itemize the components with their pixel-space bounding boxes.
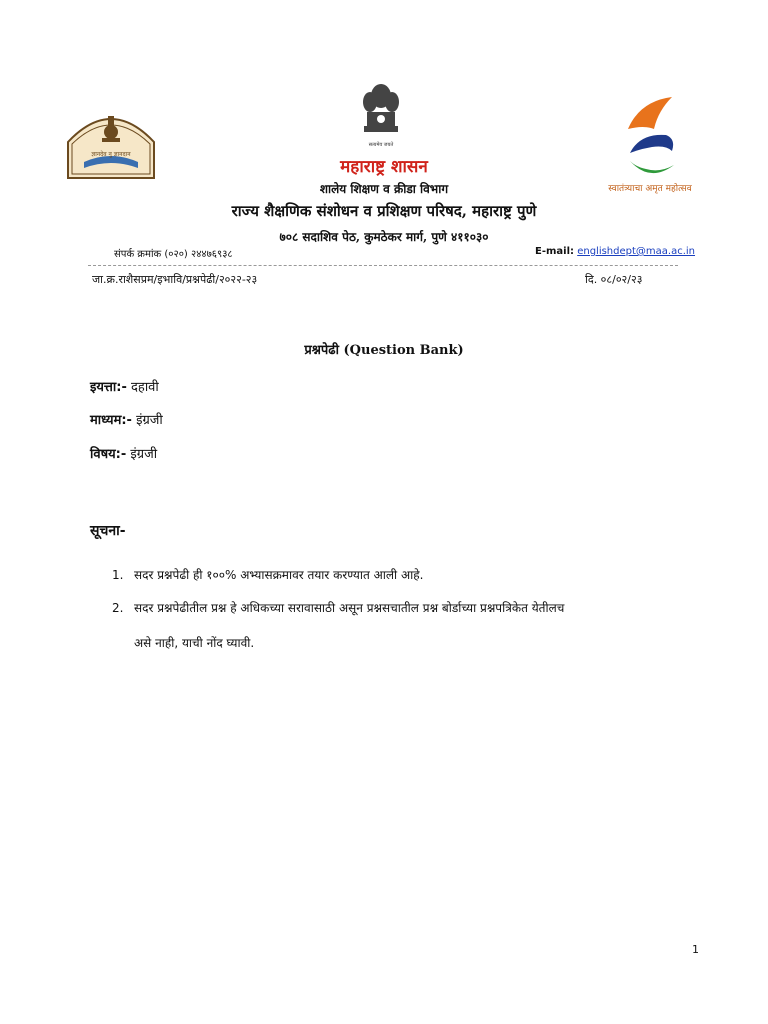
email-label: E-mail: xyxy=(535,246,575,257)
document-title: प्रश्नपेढी (Question Bank) xyxy=(304,343,464,358)
notice-text: सदर प्रश्नपेढीतील प्रश्न हे अधिकच्या सरावासाठी असून प्रश्नसचातील प्रश्न बोर्डाच्या प्रश्नपत्रिकेत येतीलच xyxy=(134,601,565,615)
field-label: माध्यम:- xyxy=(90,413,132,428)
national-emblem-icon xyxy=(355,82,407,150)
field-value: इंग्रजी xyxy=(131,413,163,428)
notice-item xyxy=(112,597,712,619)
header-divider xyxy=(88,265,678,266)
notice-heading: सूचना- xyxy=(90,523,126,539)
seal-text: ज्ञानदेव नु ज्ञानदान xyxy=(91,151,131,158)
page-number: 1 xyxy=(692,943,699,956)
field-standard xyxy=(90,377,159,395)
department-name: शालेय शिक्षण व क्रीडा विभाग xyxy=(319,182,449,196)
contact-phone: संपर्क क्रमांक (०२०) २४४७६९३८ xyxy=(114,249,233,260)
notice-number: 1. xyxy=(112,568,124,582)
emblem-caption: सत्यमेव जयते xyxy=(368,142,394,148)
notice-number: 2. xyxy=(112,601,124,615)
notice-item xyxy=(112,564,423,586)
amrit-mahotsav-logo xyxy=(600,84,700,194)
field-label: विषय:- xyxy=(90,447,127,462)
reference-date: दि. ०८/०२/२३ xyxy=(585,273,643,286)
government-name: महाराष्ट्र शासन xyxy=(340,157,428,177)
email-line xyxy=(535,246,695,257)
field-label: इयत्ता:- xyxy=(90,380,127,395)
field-medium xyxy=(90,410,163,428)
office-address: ७०८ सदाशिव पेठ, कुमठेकर मार्ग, पुणे ४११०३० xyxy=(279,230,489,244)
reference-number: जा.क्र.राशैसप्रम/इभावि/प्रश्नपेढी/२०२२-२३ xyxy=(92,273,258,286)
notice-text: सदर प्रश्नपेढी ही १००% अभ्यासक्रमावर तयार करण्यात आली आहे. xyxy=(134,568,424,582)
right-logo-caption: स्वातंत्र्याचा अमृत महोत्सव xyxy=(608,184,692,194)
field-subject xyxy=(90,444,157,462)
field-value: दहावी xyxy=(126,380,159,395)
email-link[interactable]: englishdept@maa.ac.in xyxy=(577,246,696,257)
notice-continuation: असे नाही, याची नोंद घ्यावी. xyxy=(134,636,255,650)
field-value: इंग्रजी xyxy=(126,447,158,462)
council-name: राज्य शैक्षणिक संशोधन व प्रशिक्षण परिषद, महाराष्ट्र पुणे xyxy=(231,202,537,220)
